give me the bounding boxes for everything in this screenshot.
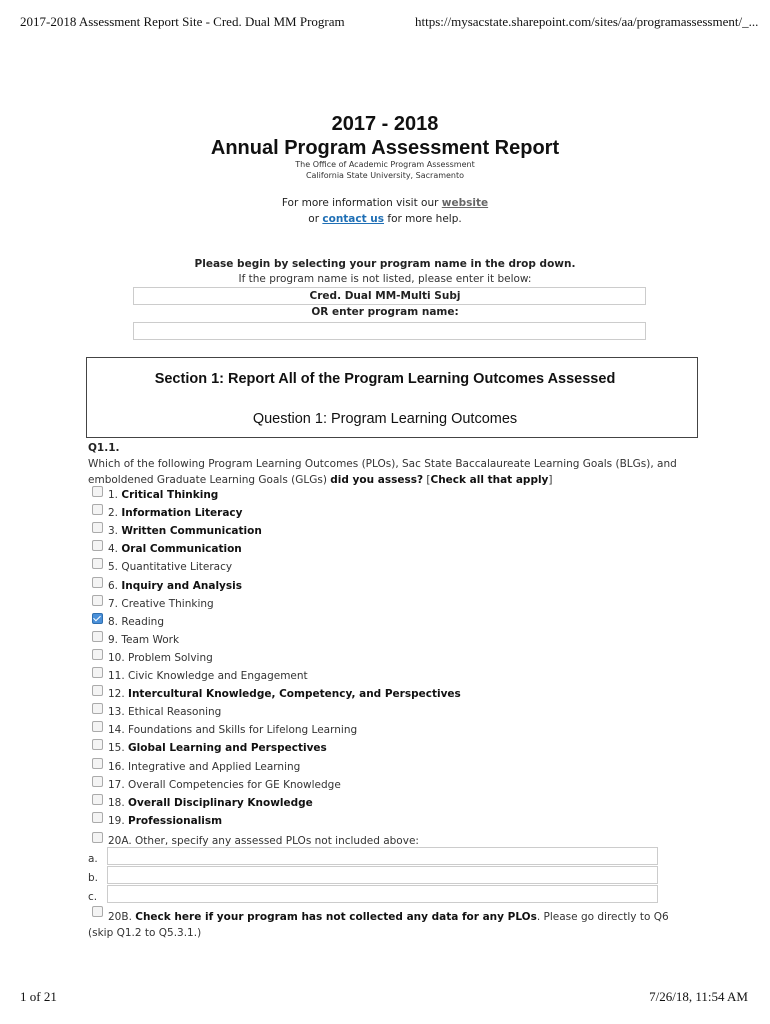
checkbox-icon[interactable]	[92, 577, 103, 588]
option-number: 16.	[108, 760, 125, 773]
checkbox-icon[interactable]	[92, 685, 103, 696]
option-label: Oral Communication	[121, 543, 242, 556]
option-label: 20A. Other, specify any assessed PLOs not included above:	[108, 835, 419, 847]
university-name: California State University, Sacramento	[305, 171, 465, 180]
checkbox-icon[interactable]	[92, 649, 103, 660]
checkbox-icon[interactable]	[92, 558, 103, 569]
option-label: Global Learning and Perspectives	[128, 742, 327, 755]
checkbox-icon[interactable]	[92, 776, 103, 787]
checkbox-icon[interactable]	[92, 794, 103, 805]
print-datetime: 7/26/18, 11:54 AM	[649, 989, 748, 1004]
option-number: 10.	[108, 651, 125, 664]
plo-option[interactable]	[92, 797, 313, 813]
option-label: Creative Thinking	[121, 597, 214, 610]
page-count: 1 of 21	[20, 989, 57, 1004]
info-line-2	[0, 213, 770, 225]
contact-us-link[interactable]: contact us	[322, 213, 385, 225]
checkbox-icon[interactable]	[92, 667, 103, 678]
option-label: Ethical Reasoning	[128, 706, 222, 719]
other-field-label-c: c.	[88, 891, 98, 903]
option-number: 18.	[108, 796, 125, 809]
program-name-label: OR enter program name:	[311, 306, 459, 318]
checkbox-icon[interactable]	[92, 504, 103, 515]
option-label: Quantitative Literacy	[121, 561, 233, 574]
option-number: 20B.	[108, 911, 132, 923]
option-number: 5.	[108, 561, 119, 574]
plo-option[interactable]	[92, 598, 214, 614]
option-label: Problem Solving	[128, 651, 213, 664]
plo-option[interactable]	[92, 742, 327, 758]
plo-option[interactable]	[92, 706, 221, 722]
program-select-prompt: Please begin by selecting your program name in the drop down.	[194, 258, 576, 270]
option-number: 19.	[108, 814, 125, 827]
program-name-input[interactable]	[133, 322, 646, 340]
option-label: Civic Knowledge and Engagement	[128, 670, 308, 682]
question-text-bold: Check all that apply	[430, 474, 549, 486]
plo-option[interactable]	[92, 561, 232, 577]
report-years: 2017 - 2018	[331, 113, 439, 135]
checkbox-icon[interactable]	[92, 703, 103, 714]
question-text-part: ]	[548, 474, 553, 486]
option-number: 17.	[108, 778, 125, 791]
checkbox-checked-icon[interactable]	[92, 613, 103, 624]
option-label: Foundations and Skills for Lifelong Learning	[128, 724, 358, 737]
option-label: Reading	[121, 615, 164, 628]
plo-option[interactable]	[92, 634, 179, 650]
plo-option[interactable]	[92, 580, 242, 596]
option-no-data[interactable]	[88, 909, 688, 941]
option-number: 9.	[108, 633, 119, 646]
option-number: 1.	[108, 489, 119, 501]
info-line-1	[0, 197, 770, 209]
option-number: 8.	[108, 615, 119, 628]
checkbox-icon[interactable]	[92, 906, 103, 917]
option-label: Critical Thinking	[121, 489, 219, 501]
other-input-a[interactable]	[107, 847, 658, 865]
option-label: Inquiry and Analysis	[121, 579, 242, 592]
checkbox-icon[interactable]	[92, 522, 103, 533]
checkbox-icon[interactable]	[92, 486, 103, 497]
option-label: Written Communication	[121, 525, 262, 538]
plo-option[interactable]	[92, 543, 242, 559]
option-label: Information Literacy	[121, 507, 243, 520]
plo-option[interactable]	[92, 616, 164, 632]
question-text-part: [	[423, 474, 431, 486]
question-id: Q1.1.	[88, 442, 120, 454]
info-text: for more help.	[384, 213, 462, 225]
option-number: 3.	[108, 525, 119, 538]
page-url: https://mysacstate.sharepoint.com/sites/aa/programassessment/_...	[415, 14, 759, 29]
program-selected-value: Cred. Dual MM-Multi Subj	[309, 290, 461, 302]
option-number: 14.	[108, 724, 125, 737]
program-hint: If the program name is not listed, please enter it below:	[238, 273, 532, 285]
plo-option[interactable]	[92, 525, 262, 541]
option-label: Intercultural Knowledge, Competency, and Perspectives	[128, 688, 461, 701]
website-link[interactable]: website	[441, 197, 489, 209]
option-number: 15.	[108, 742, 125, 755]
checkbox-icon[interactable]	[92, 812, 103, 823]
info-text: or	[308, 213, 323, 225]
option-number: 12.	[108, 688, 125, 701]
plo-option[interactable]	[92, 507, 242, 523]
plo-option[interactable]	[92, 489, 218, 505]
option-number: 7.	[108, 597, 119, 610]
checkbox-icon[interactable]	[92, 540, 103, 551]
section-question: Question 1: Program Learning Outcomes	[252, 411, 518, 427]
option-number: 2.	[108, 507, 119, 520]
checkbox-icon[interactable]	[92, 758, 103, 769]
other-input-b[interactable]	[107, 866, 658, 884]
option-number: 6.	[108, 579, 119, 592]
info-text: For more information visit our	[281, 197, 442, 209]
option-number: 4.	[108, 543, 119, 556]
option-label: Team Work	[121, 633, 180, 646]
other-field-label-b: b.	[88, 872, 99, 884]
option-label: Integrative and Applied Learning	[128, 760, 301, 773]
option-number: 13.	[108, 706, 125, 719]
option-label: Professionalism	[128, 814, 223, 827]
report-title: Annual Program Assessment Report	[210, 137, 560, 159]
plo-option[interactable]	[92, 724, 357, 740]
section-title: Section 1: Report All of the Program Learning Outcomes Assessed	[154, 371, 616, 387]
plo-option[interactable]	[92, 815, 222, 831]
plo-option[interactable]	[92, 652, 213, 668]
option-number: 11.	[108, 670, 125, 682]
checkbox-icon[interactable]	[92, 721, 103, 732]
checkbox-icon[interactable]	[92, 631, 103, 642]
browser-page-title: 2017-2018 Assessment Report Site - Cred. Dual MM Program	[20, 14, 345, 29]
other-input-c[interactable]	[107, 885, 658, 903]
plo-option[interactable]	[92, 761, 300, 777]
plo-option[interactable]	[92, 670, 308, 686]
checkbox-icon[interactable]	[92, 595, 103, 606]
checkbox-icon[interactable]	[92, 832, 103, 843]
checkbox-icon[interactable]	[92, 739, 103, 750]
option-label: . Please go directly to Q6 (skip Q1.2 to Q5.3.1.)	[88, 911, 669, 939]
plo-option[interactable]	[92, 688, 461, 704]
option-label: Overall Disciplinary Knowledge	[128, 796, 313, 809]
office-name: The Office of Academic Program Assessment	[295, 160, 475, 169]
question-text-bold: did you assess?	[330, 474, 424, 486]
other-field-label-a: a.	[88, 853, 98, 865]
option-label: Overall Competencies for GE Knowledge	[128, 778, 341, 791]
question-text-part: Which of the following Program Learning Outcomes (PLOs), Sac State Baccalaureate Learning Goals (BLGs), and emboldened Graduate Learning Goals (GLGs)	[88, 458, 677, 486]
option-label-bold: Check here if your program has not collected any data for any PLOs	[135, 911, 537, 923]
question-text	[88, 456, 688, 488]
plo-option[interactable]	[92, 779, 341, 795]
